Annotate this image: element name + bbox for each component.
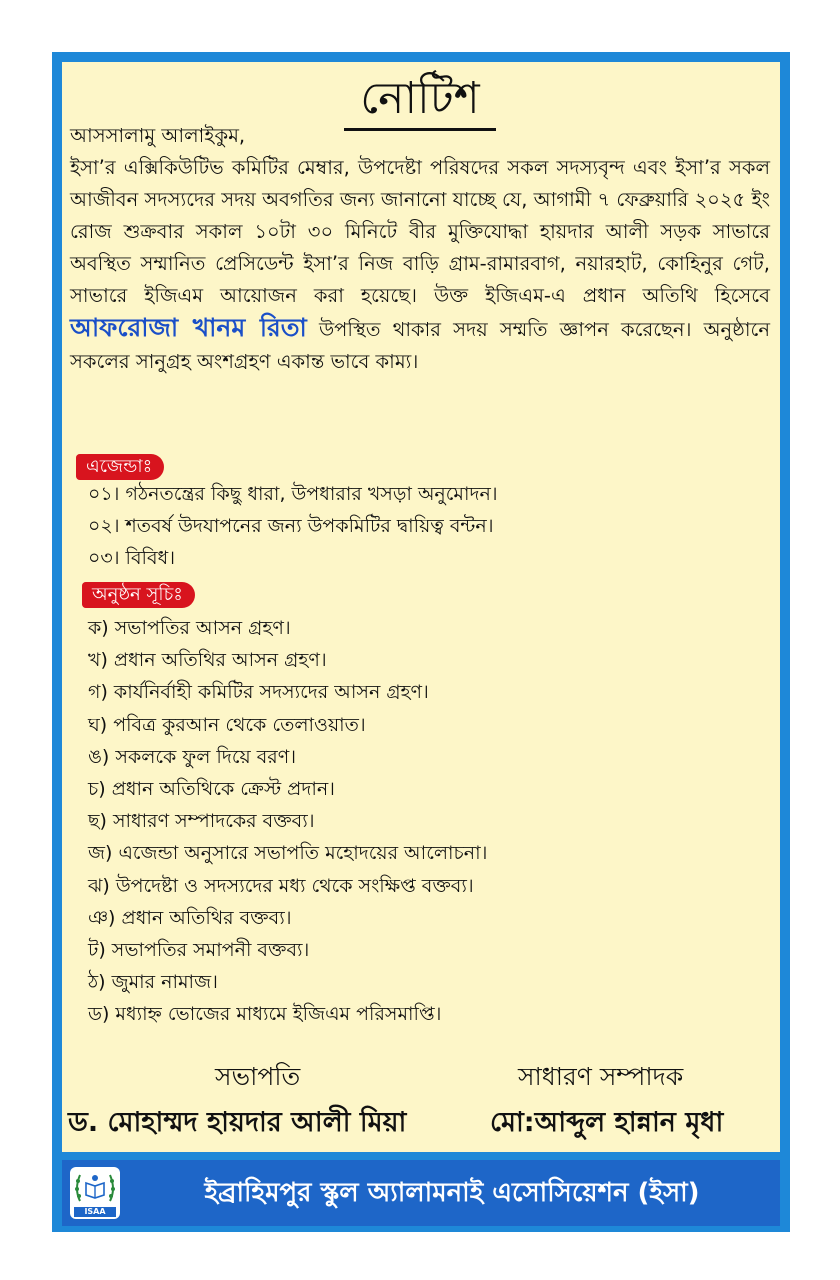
- body-before-name: ইসা’র এক্সিকিউটিভ কমিটির মেম্বার, উপদেষ্টা পরিষদের সকল সদস্যবৃন্দ এবং ইসা’র সকল আজীবন সদস্যদের সদয় অবগতির জন্য জানানো যাচ্ছে যে, আগামী ৭ ফেব্রুয়ারি ২০২৫ ইং রোজ শুক্রবার সকাল ১০টা ৩০ মিনিটে বীর মুক্তিযোদ্ধা হায়দার আলী সড়ক সাভারে অবস্থিত সম্মানিত প্রেসিডেন্ট ইসা’র নিজ বাড়ি গ্রাম-রামারবাগ, নয়ারহাট, কোহিনুর গেট, সাভারে ইজিএম আয়োজন করা হয়েছে। উক্ত ইজিএম-এ প্রধান অতিথি হিসেবে: [70, 156, 770, 307]
- laurel-book-icon: [70, 1167, 120, 1207]
- agenda-item: ০২। শতবর্ষ উদযাপনের জন্য উপকমিটির দ্বায়িত্ব বন্টন।: [88, 515, 494, 537]
- program-item: ঝ) উপদেষ্টা ও সদস্যদের মধ্য থেকে সংক্ষিপ্ত বক্তব্য।: [88, 874, 474, 897]
- notice-paragraph: [70, 152, 770, 378]
- program-item: জ) এজেন্ডা অনুসারে সভাপতি মহোদয়ের আলোচনা।: [88, 842, 488, 865]
- agenda-item: ০১। গঠনতন্ত্রের কিছু ধারা, উপধারার খসড়া অনুমোদন।: [88, 483, 498, 505]
- association-logo: [70, 1167, 120, 1219]
- program-item: চ) প্রধান অতিথিকে ক্রেস্ট প্রদান।: [88, 777, 335, 800]
- greeting: আসসালামু আলাইকুম,: [70, 124, 246, 147]
- notice-body: [70, 120, 770, 378]
- body-after-name: উপস্থিত থাকার সদয় সম্মতি জ্ঞাপন করেছেন। অনুষ্ঠানে সকলের সানুগ্রহ অংশগ্রহণ একান্ত ভাবে কাম্য।: [70, 318, 771, 373]
- program-label: অনুষ্ঠন সূচিঃ: [82, 582, 195, 608]
- program-item: ঞ) প্রধান অতিথির বক্তব্য।: [88, 906, 292, 929]
- agenda-label: এজেন্ডাঃ: [76, 454, 164, 480]
- program-item: ছ) সাধারণ সম্পাদকের বক্তব্য।: [88, 810, 315, 833]
- program-item: ড) মধ্যাহ্ন ভোজের মাধ্যমে ইজিএম পরিসমাপ্তি।: [88, 1003, 442, 1026]
- program-item: ঙ) সকলকে ফুল দিয়ে বরণ।: [88, 745, 297, 768]
- program-item: খ) প্রধান অতিথির আসন গ্রহণ।: [88, 649, 327, 672]
- program-list: [88, 612, 487, 1030]
- program-item: ক) সভাপতির আসন গ্রহণ।: [88, 617, 291, 639]
- program-item: গ) কার্যনির্বাহী কমিটির সদস্যদের আসন গ্রহণ।: [88, 681, 429, 704]
- secretary-title: সাধারণ সম্পাদক: [518, 1062, 684, 1091]
- program-item: ট) সভাপতির সমাপনী বক্তব্য।: [88, 938, 310, 961]
- agenda-item: ০৩। বিবিধ।: [88, 547, 176, 569]
- secretary-name: মো:আব্দুল হান্নান মৃধা: [490, 1107, 724, 1138]
- president-name: ড. মোহাম্মদ হায়দার আলী মিয়া: [68, 1107, 407, 1138]
- logo-text: ISAA: [74, 1207, 116, 1217]
- organization-name: ইব্রাহিমপুর স্কুল অ্যালামনাই এসোসিয়েশন (ইসা): [204, 1178, 700, 1208]
- president-title: সভাপতি: [215, 1062, 301, 1091]
- notice-title: নোটিশ: [344, 72, 495, 131]
- program-item: ঘ) পবিত্র কুরআন থেকে তেলাওয়াত।: [88, 713, 366, 736]
- program-item: ঠ) জুমার নামাজ।: [88, 971, 218, 994]
- footer-bar: [62, 1160, 780, 1226]
- agenda-list: [88, 478, 498, 574]
- chief-guest-name: আফরোজা খানম রিতা: [70, 313, 307, 342]
